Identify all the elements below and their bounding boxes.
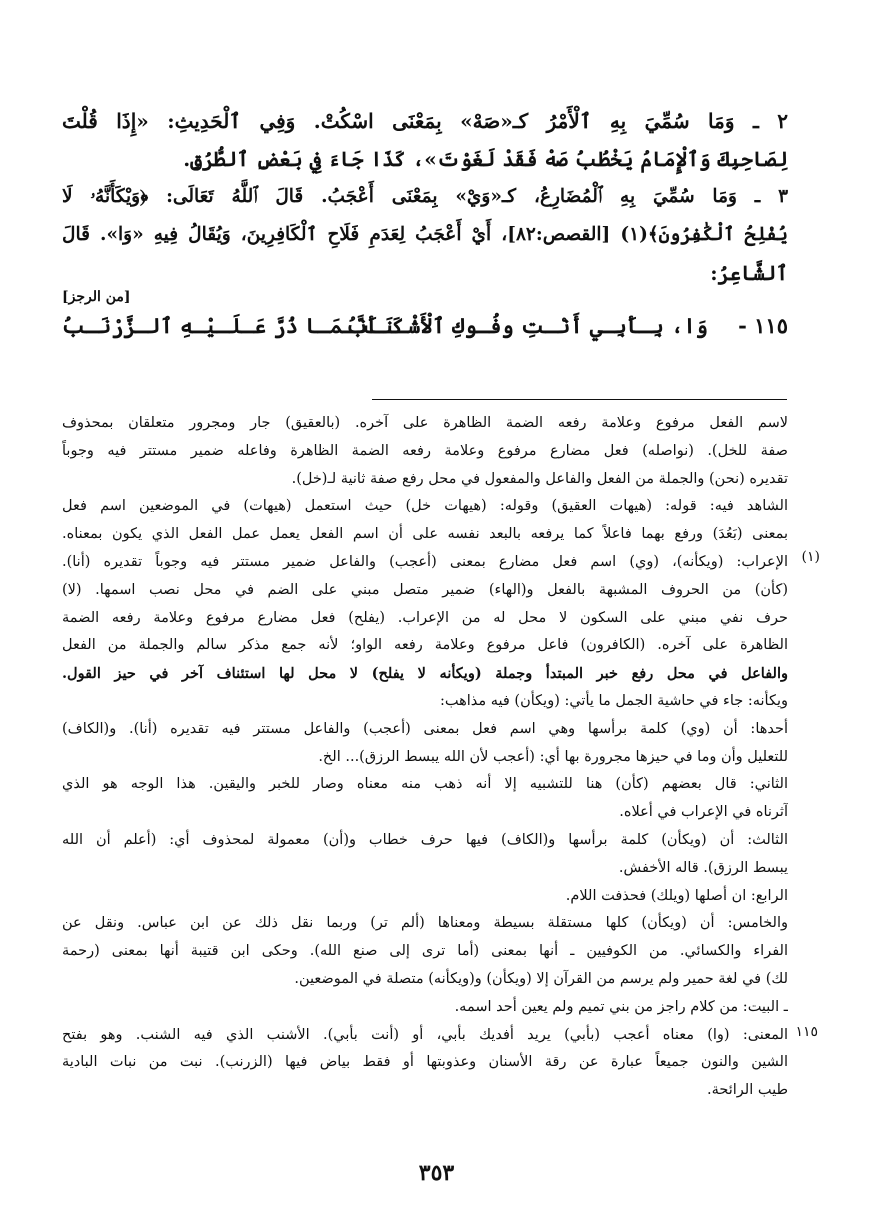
footnote-line: والفاعل في محل رفع خبر المبتدأ وجملة (ويكأنه لا يفلح) لا محل لها استئناف آخر في حيز القول.: [62, 665, 788, 683]
footnote-line: صفة للخل). (نواصله) فعل مضارع مرفوع وعلامة رفعه الضمة الظاهرة وفاعله ضمير مستتر فيه وجوباً: [62, 442, 788, 459]
footnote-line: حرف نفي مبني على السكون لا محل له من الإعراب. (يفلح) فعل مضارع مرفوع وعلامة رفعه الضمة: [62, 609, 788, 626]
footnote-line: ويكأنه: جاء في حاشية الجمل ما يأتي: (ويكأن) فيه مذاهب:: [439, 692, 788, 709]
main-text: [62, 102, 788, 292]
main-line: ٱلشَّاعِرُ:: [710, 261, 788, 285]
footnote-line: الشاهد فيه: قوله: (هيهات العقيق) وقوله: (هيهات خل) حيث استعمل (هيهات) في الموضعين اسم فعل: [62, 498, 788, 515]
footnote-line: ـ البيت: من كلام راجز من بني تميم ولم يعين أحد اسمه.: [454, 998, 788, 1015]
footnote-line: لك) في لغة حمير ولم يرسم من القرآن إلا (ويكأن) و(ويكأنه) متصلة في الموضعين.: [294, 970, 788, 987]
footnote-line: يبسط الرزق). قاله الأخفش.: [618, 859, 788, 876]
footnote-line: أحدها: أن (وي) كلمة برأسها وهي اسم فعل بمعنى (أعجب) والفاعل مستتر فيه تقديره (أنا). و(الكاف): [62, 720, 788, 737]
footnote-marker: ١١٥: [795, 1024, 818, 1040]
footnote-line: الظاهرة على آخره. (الكافرون) فاعل مرفوع وعلامة رفعه الواو؛ لأنه جمع مذكر سالم والجملة من الفعل: [62, 637, 788, 654]
footnote-line: بمعنى (بَعُدَ) ورفع بهما فاعلاً كما يرفعه بالبعد نفسه على أن اسم الفعل يعمل عمل الفعل الذي يكون بمعناه.: [62, 526, 788, 543]
footnote-separator: [372, 399, 787, 400]
main-line: ٣ ـ وَمَا سُمِّيَ بِهِ ٱلْمُضَارِعُ، كـ«وَيْ» بِمَعْنَى أَعْجَبُ. قَالَ ٱللَّهُ تَعَالَى: ﴿وَيْكَأَنَّهُۥ لَا: [62, 186, 788, 207]
footnote-line: آثرناه في الإعراب في أعلاه.: [619, 804, 788, 821]
main-line: ٢ ـ وَمَا سُمِّيَ بِهِ ٱلْأَمْرُ كـ«صَهْ» بِمَعْنَى اسْكُتْ. وَفِي ٱلْحَدِيثِ: «إِذَا قُلْتَ: [62, 109, 788, 133]
footnote-line: (كأن) من الحروف المشبهة بالفعل و(الهاء) ضمير متصل مبني على الضم في محل نصب اسمها. (لا): [62, 581, 788, 598]
footnote-line: للتعليل وأن وما في حيزها مجرورة بها أي: (أعجب لأن الله يبسط الرزق)... الخ.: [318, 748, 788, 765]
footnote-line: الإعراب: (ويكأنه)، (وي) اسم فعل مضارع بمعنى (أعجب) والفاعل ضمير مستتر فيه وجوباً تقديره (أنا).: [62, 553, 788, 570]
verse-first-hemistich: وَا، بِـأَبِـي أَنْـتِ وفُـوكِ ٱلْأَشْـنَـبُ: [346, 313, 708, 338]
footnote-line: الثالث: أن (ويكأن) كلمة برأسها و(الكاف) فيها حرف خطاب و(أن) معمولة لمحذوف أي: (أعلم أن الله: [62, 831, 788, 848]
page-number: ٣٥٣: [418, 1160, 455, 1186]
footnotes: [62, 410, 788, 1105]
verse-second-hemistich: كَـأَنَّـمَـا ذُرَّ عَـلَـيْـهِ ٱلـزَّرْنَـبُ: [62, 313, 404, 338]
footnote-line: والخامس: أن (ويكأن) كلها مستقلة بسيطة ومعناها (ألم تر) وربما نقل ذلك عن ابن عباس. ونقل عن: [62, 915, 788, 932]
main-line: يُفْلِحُ ٱلْكَٰفِرُونَ﴾(١) [القصص:٨٢]، أَيْ أَعْجَبُ لِعَدَمِ فَلَاحِ ٱلْكَافِرِينَ، وَيُقَالُ فِيهِ «وَا». قَالَ: [62, 224, 788, 245]
footnote-line: الرابع: ان أصلها (ويلك) فحذفت اللام.: [565, 887, 788, 904]
poem-verse: [62, 306, 788, 346]
footnote-line: لاسم الفعل مرفوع وعلامة رفعه الضمة الظاهرة على آخره. (بالعقيق) جار ومجرور متعلقان بمحذوف: [62, 415, 788, 431]
verse-number: ١١٥ -: [738, 313, 788, 338]
meter-tag: [من الرجز]: [62, 289, 131, 305]
footnote-line: الشين والنون جميعاً عبارة عن رقة الأسنان وعذوبتها أو فقط بياض فيها (الزرنب). نبت من نبات البادية: [62, 1054, 788, 1071]
footnote-line: طيب الرائحة.: [706, 1082, 788, 1099]
footnote-line: الفراء والكسائي. من الكوفيين ـ أنها بمعنى (أما ترى إلى صنع الله). وحكى ابن قتيبة أنها بمعنى (رحمة: [62, 943, 788, 960]
footnote-line: المعنى: (وا) معناه أعجب (بأبي) يريد أفديك بأبي، أو (أنت بأبي). الأشنب الذي فيه الشنب. وهو بفتح: [62, 1026, 788, 1043]
footnote-line: الثاني: قال بعضهم (كأن) هنا للتشبيه إلا أنه ذهب منه معناه وصار للخبر واليقين. هذا الوجه هو الذي: [62, 776, 788, 793]
main-line: لِصَاحِبِكَ وَٱلْإِمَامُ يَخْطُبُ صَهْ فَقَدْ لَغَوْتَ»، كَذَا جَاءَ فِي بَعْضِ ٱلطُّرُقِ.: [183, 147, 788, 171]
footnote-line: تقديره (نحن) والجملة من الفعل والفاعل والمفعول في محل رفع صفة ثانية لـ(خل).: [291, 470, 788, 487]
footnote-marker: (١): [801, 549, 820, 565]
